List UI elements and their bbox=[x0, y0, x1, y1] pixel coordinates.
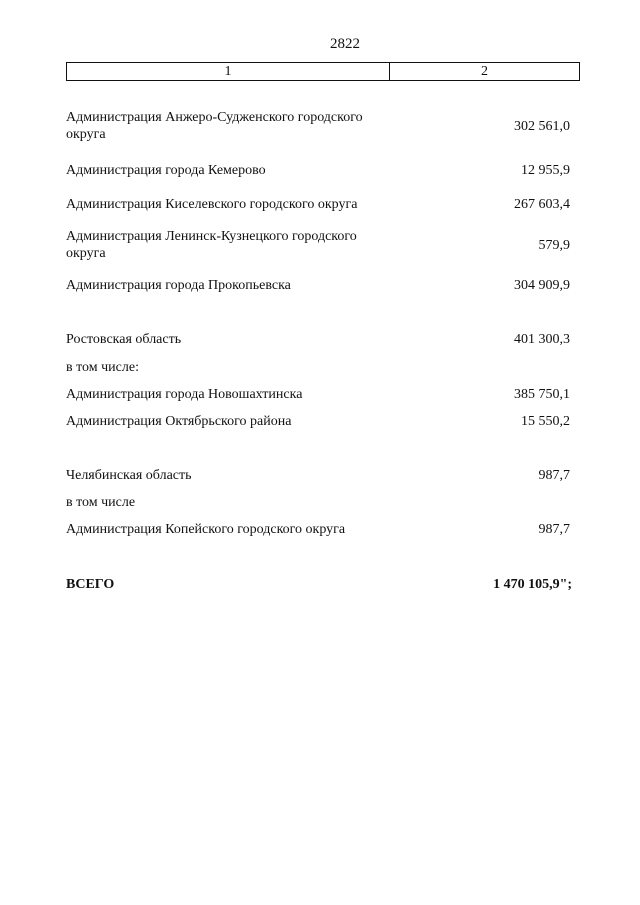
table-row bbox=[66, 359, 570, 376]
row-name: Администрация города Новошахтинска bbox=[66, 387, 303, 402]
table-row bbox=[66, 467, 570, 484]
table-row bbox=[66, 228, 570, 262]
row-value: 12 955,9 bbox=[521, 163, 570, 178]
table-row bbox=[66, 386, 570, 403]
total-label: ВСЕГО bbox=[66, 577, 115, 592]
row-value: 267 603,4 bbox=[514, 197, 570, 212]
table-row bbox=[66, 277, 570, 294]
table-row bbox=[66, 331, 570, 348]
row-name: Ростовская область bbox=[66, 332, 182, 347]
row-name: Челябинская область bbox=[66, 468, 192, 483]
table-row bbox=[66, 109, 570, 143]
row-name: Администрация Ленинск-Кузнецкого городского округа bbox=[66, 229, 357, 261]
row-name: Администрация города Кемерово bbox=[66, 163, 266, 178]
row-name: Администрация города Прокопьевска bbox=[66, 278, 291, 293]
table-row bbox=[66, 413, 570, 430]
row-name: Администрация Анжеро-Судженского городского округа bbox=[66, 110, 363, 142]
row-value: 15 550,2 bbox=[521, 414, 570, 429]
table-row bbox=[66, 162, 570, 179]
row-name: в том числе bbox=[66, 495, 136, 510]
row-name: Администрация Октябрьского района bbox=[66, 414, 292, 429]
row-value: 579,9 bbox=[538, 237, 570, 253]
row-value: 302 561,0 bbox=[514, 118, 570, 134]
row-value: 987,7 bbox=[538, 468, 570, 483]
column-header-1: 1 bbox=[67, 63, 390, 80]
table-row bbox=[66, 521, 570, 538]
row-name: в том числе: bbox=[66, 360, 139, 375]
row-name: Администрация Киселевского городского округа bbox=[66, 197, 358, 212]
table-row bbox=[66, 494, 570, 511]
total-value: 1 470 105,9"; bbox=[493, 577, 572, 592]
page-number: 2822 bbox=[330, 36, 360, 52]
row-name: Администрация Копейского городского округа bbox=[66, 522, 346, 537]
total-row bbox=[66, 576, 570, 593]
row-value: 987,7 bbox=[538, 522, 570, 537]
row-value: 304 909,9 bbox=[514, 278, 570, 293]
row-value: 401 300,3 bbox=[514, 332, 570, 347]
table-header bbox=[66, 62, 580, 81]
column-header-2: 2 bbox=[481, 64, 488, 79]
row-value: 385 750,1 bbox=[514, 387, 570, 402]
table-row bbox=[66, 196, 570, 213]
